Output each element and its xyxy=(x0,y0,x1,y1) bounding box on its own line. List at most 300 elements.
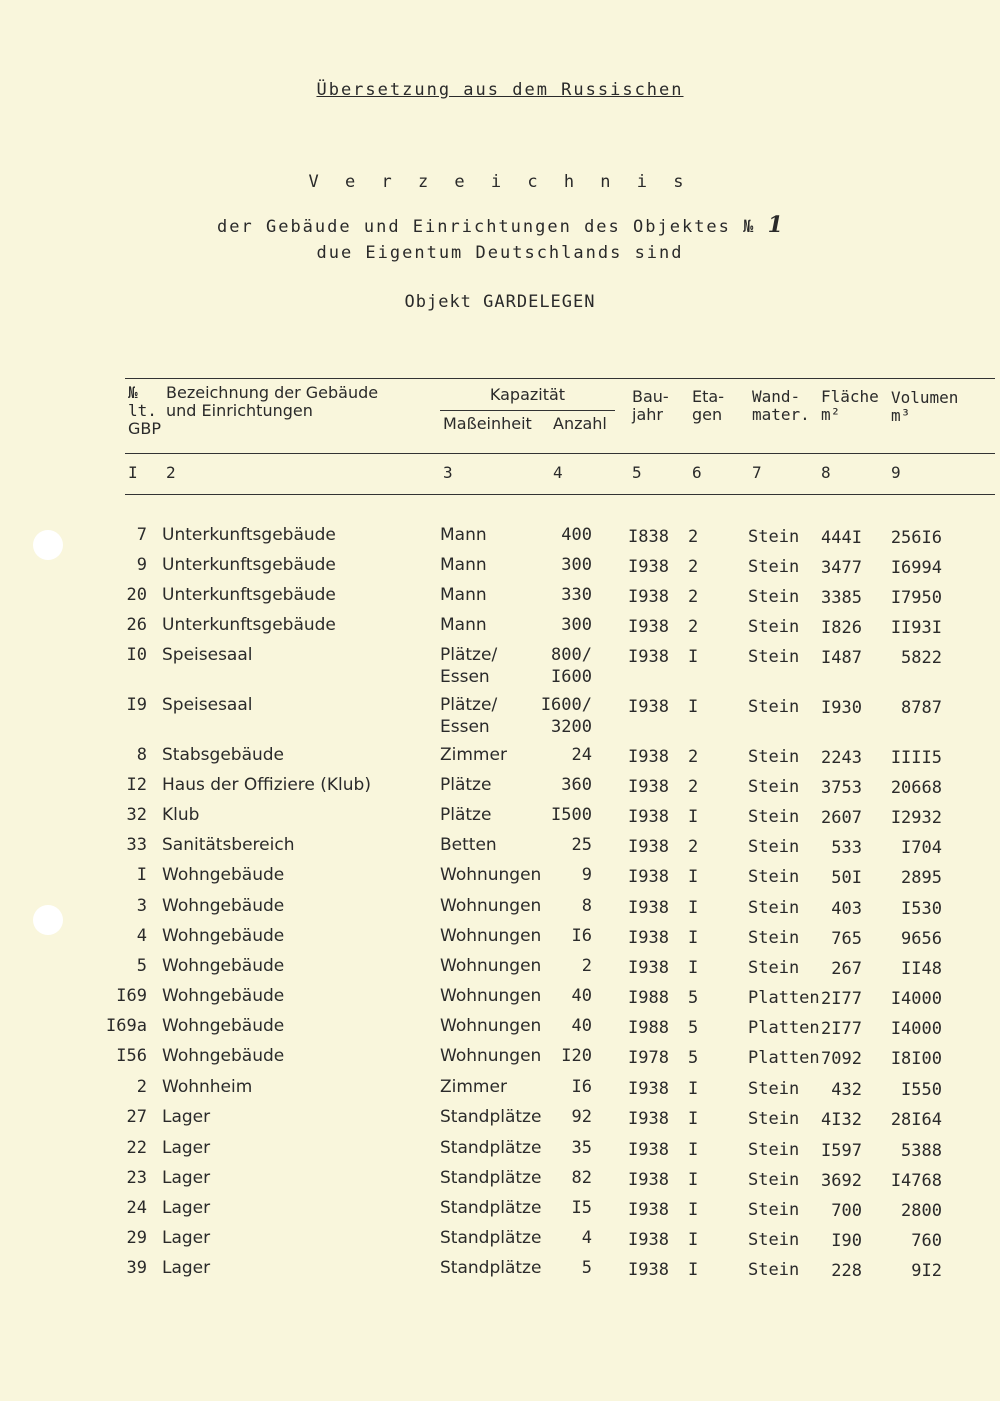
header-etagen-line1: Eta- xyxy=(692,387,724,406)
translation-note: Übersetzung aus dem Russischen xyxy=(316,80,684,100)
cell-building-name-text: Klub xyxy=(162,805,200,825)
cell-row-number-text: 5 xyxy=(136,956,147,976)
cell-row-number xyxy=(105,614,147,636)
cell-row-number-text: 9 xyxy=(136,555,147,575)
cell-build-year-text: I938 xyxy=(628,697,669,717)
cell-row-number-text: 7 xyxy=(136,525,147,545)
cell-floors-text: 2 xyxy=(688,837,699,857)
cell-building-name xyxy=(162,1227,210,1249)
cell-area xyxy=(790,527,862,549)
cell-unit-text: Mann xyxy=(440,525,487,545)
number-sign: № xyxy=(743,217,756,237)
cell-count-text: 4 xyxy=(581,1228,592,1248)
cell-count xyxy=(520,955,592,977)
cell-build-year xyxy=(628,806,669,828)
cell-volume xyxy=(870,617,942,639)
cell-count-text: I6 xyxy=(571,1077,592,1097)
cell-volume-text: 2895 xyxy=(901,868,942,888)
cell-floors-text: I xyxy=(688,1140,699,1160)
cell-floors-text: I xyxy=(688,1170,699,1190)
cell-building-name-text: Wohngebäude xyxy=(162,956,285,976)
cell-floors-text: I xyxy=(688,647,699,667)
cell-floors-text: I xyxy=(688,1200,699,1220)
cell-floors-text: 2 xyxy=(688,587,699,607)
cell-count-text: 800/ xyxy=(551,645,592,665)
subtitle-line-2: due Eigentum Deutschlands sind xyxy=(316,243,684,263)
cell-unit-text: Mann xyxy=(440,555,487,575)
cell-unit xyxy=(440,614,487,636)
header-bezeichnung-line1: Bezeichnung der Gebäude xyxy=(166,383,379,402)
cell-count-text: 82 xyxy=(571,1168,592,1188)
cell-floors-text: 5 xyxy=(688,1048,699,1068)
cell-floors-text: 2 xyxy=(688,747,699,767)
cell-volume-text: 8787 xyxy=(901,698,942,718)
cell-build-year-text: I938 xyxy=(628,557,669,577)
cell-row-number-text: I0 xyxy=(126,645,147,665)
cell-volume-text: I8I00 xyxy=(890,1049,942,1069)
cell-volume xyxy=(870,1170,942,1192)
cell-building-name xyxy=(162,644,253,666)
cell-count xyxy=(520,744,592,766)
cell-volume-text: I4000 xyxy=(890,1019,942,1039)
cell-count-text: 25 xyxy=(571,835,592,855)
cell-row-number-text: 33 xyxy=(126,835,147,855)
cell-count-text-line2: 3200 xyxy=(551,717,592,737)
cell-row-number-text: 22 xyxy=(126,1138,147,1158)
cell-floors xyxy=(688,746,698,768)
cell-volume-text: I704 xyxy=(901,838,942,858)
object-name: Objekt GARDELEGEN xyxy=(404,292,596,312)
cell-wall-material-text: Platten xyxy=(748,988,820,1008)
cell-volume xyxy=(870,777,942,799)
cell-volume-text: I7950 xyxy=(890,588,942,608)
cell-unit-text: Plätze/ xyxy=(440,695,498,715)
cell-building-name-text: Unterkunftsgebäude xyxy=(162,615,336,635)
cell-floors-text: I xyxy=(688,1260,699,1280)
cell-area xyxy=(790,1170,862,1192)
column-number-7: 7 xyxy=(752,463,762,482)
cell-area xyxy=(790,958,862,980)
cell-area xyxy=(790,837,862,859)
cell-volume xyxy=(870,928,942,950)
cell-wall-material-text: Stein xyxy=(748,928,800,948)
cell-build-year-text: I938 xyxy=(628,1140,669,1160)
cell-volume xyxy=(870,807,942,829)
cell-floors xyxy=(688,616,698,638)
cell-area-text: 2I77 xyxy=(821,989,862,1009)
cell-build-year-text: I938 xyxy=(628,1079,669,1099)
cell-floors xyxy=(688,1199,698,1221)
cell-build-year-text: I938 xyxy=(628,587,669,607)
cell-floors xyxy=(688,1108,698,1130)
cell-volume-text: II48 xyxy=(901,959,942,979)
cell-unit-text: Zimmer xyxy=(440,745,507,765)
cell-wall-material-text: Stein xyxy=(748,777,800,797)
header-volumen-line1: Volumen xyxy=(891,388,959,407)
cell-unit-text: Wohnungen xyxy=(440,865,542,885)
cell-volume xyxy=(870,867,942,889)
cell-unit xyxy=(440,584,487,606)
cell-area-text: 432 xyxy=(831,1080,862,1100)
cell-build-year xyxy=(628,746,669,768)
cell-count xyxy=(520,584,592,606)
cell-build-year-text: I938 xyxy=(628,1109,669,1129)
cell-build-year-text: I938 xyxy=(628,807,669,827)
cell-wall-material-text: Stein xyxy=(748,1170,800,1190)
cell-building-name-text: Stabsgebäude xyxy=(162,745,285,765)
cell-unit-text: Standplätze xyxy=(440,1258,542,1278)
cell-row-number xyxy=(105,1257,147,1279)
cell-building-name-text: Lager xyxy=(162,1198,211,1218)
cell-row-number xyxy=(105,524,147,546)
cell-area-text: 444I xyxy=(821,528,862,548)
cell-area xyxy=(790,777,862,799)
cell-area-text: 403 xyxy=(831,899,862,919)
cell-row-number-text: I69a xyxy=(106,1016,147,1036)
cell-row-number-text: 8 xyxy=(136,745,147,765)
cell-volume-text: I4768 xyxy=(890,1171,942,1191)
cell-volume-text: I530 xyxy=(901,899,942,919)
cell-floors-text: 2 xyxy=(688,777,699,797)
cell-count-text: 24 xyxy=(571,745,592,765)
cell-row-number xyxy=(105,744,147,766)
cell-volume-text: I2932 xyxy=(890,808,942,828)
cell-area xyxy=(790,1140,862,1162)
cell-floors xyxy=(688,1229,698,1251)
cell-build-year xyxy=(628,927,669,949)
cell-area-text: 7092 xyxy=(821,1049,862,1069)
cell-wall-material-text: Stein xyxy=(748,958,800,978)
cell-building-name-text: Wohngebäude xyxy=(162,1016,285,1036)
cell-build-year xyxy=(628,776,669,798)
cell-build-year xyxy=(628,616,669,638)
cell-count xyxy=(520,804,592,826)
cell-building-name xyxy=(162,554,336,576)
cell-count xyxy=(520,1045,592,1067)
cell-volume xyxy=(870,1109,942,1131)
cell-area-text: 228 xyxy=(831,1261,862,1281)
cell-build-year-text: I938 xyxy=(628,837,669,857)
cell-unit-text: Plätze xyxy=(440,775,492,795)
cell-count xyxy=(520,524,592,546)
cell-build-year xyxy=(628,1199,669,1221)
cell-building-name xyxy=(162,584,336,606)
cell-count-text: I600/ xyxy=(540,695,592,715)
cell-unit xyxy=(440,694,497,738)
cell-count-text: 330 xyxy=(561,585,592,605)
cell-building-name-text: Lager xyxy=(162,1138,211,1158)
cell-build-year xyxy=(628,836,669,858)
cell-volume xyxy=(870,1079,942,1101)
cell-volume xyxy=(870,527,942,549)
cell-build-year xyxy=(628,1259,669,1281)
cell-row-number xyxy=(105,1227,147,1249)
cell-unit xyxy=(440,554,487,576)
cell-count xyxy=(520,554,592,576)
cell-row-number-text: 23 xyxy=(126,1168,147,1188)
cell-build-year-text: I938 xyxy=(628,647,669,667)
cell-floors xyxy=(688,836,698,858)
cell-count-text: I5 xyxy=(571,1198,592,1218)
cell-building-name-text: Speisesaal xyxy=(162,645,253,665)
cell-floors-text: 2 xyxy=(688,617,699,637)
cell-row-number-text: I56 xyxy=(116,1046,147,1066)
cell-unit-text: Standplätze xyxy=(440,1107,542,1127)
cell-unit-text: Plätze xyxy=(440,805,492,825)
cell-floors-text: 5 xyxy=(688,1018,699,1038)
cell-area xyxy=(790,898,862,920)
cell-count-text: 300 xyxy=(561,555,592,575)
cell-build-year-text: I988 xyxy=(628,1018,669,1038)
cell-unit-text: Standplätze xyxy=(440,1138,542,1158)
cell-count-text: 92 xyxy=(571,1107,592,1127)
cell-wall-material-text: Stein xyxy=(748,837,800,857)
cell-wall-material-text: Platten xyxy=(748,1018,820,1038)
cell-area xyxy=(790,1018,862,1040)
cell-floors xyxy=(688,866,698,888)
cell-build-year xyxy=(628,1017,669,1039)
header-wandmater-line1: Wand- xyxy=(752,387,801,406)
cell-count-text: 35 xyxy=(571,1138,592,1158)
cell-build-year xyxy=(628,1169,669,1191)
cell-area xyxy=(790,1200,862,1222)
cell-wall-material-text: Stein xyxy=(748,1230,800,1250)
cell-build-year xyxy=(628,1139,669,1161)
cell-build-year xyxy=(628,556,669,578)
cell-building-name-text: Wohngebäude xyxy=(162,986,285,1006)
cell-building-name-text: Haus der Offiziere (Klub) xyxy=(162,775,371,795)
cell-wall-material-text: Stein xyxy=(748,898,800,918)
cell-area-text: 533 xyxy=(831,838,862,858)
cell-wall-material-text: Stein xyxy=(748,557,800,577)
cell-build-year-text: I938 xyxy=(628,867,669,887)
cell-row-number-text: 39 xyxy=(126,1258,147,1278)
cell-count xyxy=(520,1076,592,1098)
cell-building-name xyxy=(162,694,253,716)
cell-row-number xyxy=(105,864,147,886)
cell-building-name xyxy=(162,1167,210,1189)
cell-count-text: 40 xyxy=(571,986,592,1006)
cell-unit-text: Wohnungen xyxy=(440,956,542,976)
cell-build-year xyxy=(628,1047,669,1069)
cell-volume-text: 5822 xyxy=(901,648,942,668)
cell-area xyxy=(790,557,862,579)
cell-floors xyxy=(688,806,698,828)
cell-area xyxy=(790,1109,862,1131)
cell-unit xyxy=(440,644,497,688)
cell-area-text: I90 xyxy=(831,1231,862,1251)
cell-floors xyxy=(688,586,698,608)
cell-count xyxy=(520,1257,592,1279)
cell-building-name xyxy=(162,925,284,947)
cell-build-year xyxy=(628,987,669,1009)
cell-floors-text: I xyxy=(688,958,699,978)
cell-row-number-text: 20 xyxy=(126,585,147,605)
cell-volume xyxy=(870,1018,942,1040)
cell-floors xyxy=(688,776,698,798)
cell-floors-text: I xyxy=(688,928,699,948)
cell-unit-text-line2: Essen xyxy=(440,717,490,737)
cell-wall-material-text: Stein xyxy=(748,697,800,717)
cell-area xyxy=(790,867,862,889)
cell-floors-text: I xyxy=(688,1230,699,1250)
cell-volume-text: I4000 xyxy=(890,989,942,1009)
cell-count xyxy=(520,895,592,917)
cell-building-name-text: Lager xyxy=(162,1228,211,1248)
cell-building-name xyxy=(162,1137,210,1159)
cell-build-year xyxy=(628,897,669,919)
cell-area xyxy=(790,1048,862,1070)
cell-count-text: 360 xyxy=(561,775,592,795)
cell-building-name xyxy=(162,1045,284,1067)
header-baujahr-line1: Bau- xyxy=(632,387,669,406)
cell-volume-text: I550 xyxy=(901,1080,942,1100)
cell-build-year xyxy=(628,526,669,548)
cell-row-number xyxy=(105,554,147,576)
column-number-1: I xyxy=(128,463,138,482)
cell-count xyxy=(520,925,592,947)
column-number-4: 4 xyxy=(553,463,563,482)
cell-building-name-text: Lager xyxy=(162,1258,211,1278)
cell-building-name-text: Unterkunftsgebäude xyxy=(162,585,336,605)
cell-build-year-text: I938 xyxy=(628,958,669,978)
table-row xyxy=(0,694,1000,738)
cell-building-name xyxy=(162,774,371,796)
header-flaeche-line2: m² xyxy=(821,405,841,424)
cell-area-text: 3385 xyxy=(821,588,862,608)
cell-area xyxy=(790,587,862,609)
cell-build-year-text: I938 xyxy=(628,1200,669,1220)
cell-volume xyxy=(870,747,942,769)
cell-row-number xyxy=(105,774,147,796)
cell-unit xyxy=(440,804,491,826)
cell-area xyxy=(790,928,862,950)
cell-row-number xyxy=(105,644,147,666)
cell-floors-text: I xyxy=(688,1079,699,1099)
cell-floors xyxy=(688,1078,698,1100)
cell-volume-text: 256I6 xyxy=(890,528,942,548)
cell-building-name-text: Unterkunftsgebäude xyxy=(162,525,336,545)
cell-area-text: 4I32 xyxy=(821,1110,862,1130)
cell-build-year xyxy=(628,1108,669,1130)
cell-row-number xyxy=(105,1076,147,1098)
cell-floors xyxy=(688,1259,698,1281)
cell-build-year xyxy=(628,1229,669,1251)
cell-row-number xyxy=(105,985,147,1007)
cell-area-text: I826 xyxy=(821,618,862,638)
cell-row-number xyxy=(105,1197,147,1219)
cell-unit-text: Betten xyxy=(440,835,497,855)
cell-count xyxy=(520,1197,592,1219)
cell-count-text: 2 xyxy=(581,956,592,976)
cell-unit-text: Standplätze xyxy=(440,1168,542,1188)
cell-building-name xyxy=(162,1015,284,1037)
cell-unit-text: Mann xyxy=(440,585,487,605)
cell-floors xyxy=(688,526,698,548)
cell-count-text: 400 xyxy=(561,525,592,545)
cell-build-year-text: I938 xyxy=(628,1260,669,1280)
cell-build-year xyxy=(628,586,669,608)
cell-volume xyxy=(870,1260,942,1282)
table-row xyxy=(0,1257,1000,1301)
column-number-2: 2 xyxy=(166,463,176,482)
cell-area xyxy=(790,1230,862,1252)
cell-row-number xyxy=(105,694,147,716)
cell-floors xyxy=(688,987,698,1009)
cell-volume-text: 9I2 xyxy=(911,1261,942,1281)
cell-build-year-text: I938 xyxy=(628,1170,669,1190)
cell-area xyxy=(790,1079,862,1101)
cell-unit xyxy=(440,774,491,796)
cell-unit xyxy=(440,744,507,766)
cell-volume-text: IIII5 xyxy=(890,748,942,768)
cell-area-text: 3477 xyxy=(821,558,862,578)
cell-count xyxy=(520,864,592,886)
cell-area-text: 3753 xyxy=(821,778,862,798)
cell-unit-text: Standplätze xyxy=(440,1198,542,1218)
cell-count xyxy=(520,1106,592,1128)
cell-floors xyxy=(688,1017,698,1039)
cell-wall-material-text: Stein xyxy=(748,647,800,667)
cell-building-name xyxy=(162,895,284,917)
cell-floors-text: I xyxy=(688,807,699,827)
header-nr-line3: GBP xyxy=(128,419,162,438)
cell-row-number-text: 27 xyxy=(126,1107,147,1127)
document-title: V e r z e i c h n i s xyxy=(308,172,692,192)
header-anzahl: Anzahl xyxy=(553,414,607,433)
cell-floors-text: 2 xyxy=(688,557,699,577)
cell-row-number-text: 4 xyxy=(136,926,147,946)
cell-floors xyxy=(688,927,698,949)
cell-floors xyxy=(688,646,698,668)
cell-wall-material-text: Stein xyxy=(748,1260,800,1280)
cell-volume-text: 760 xyxy=(911,1231,942,1251)
header-nr-line1: № xyxy=(128,383,138,402)
cell-floors-text: 2 xyxy=(688,527,699,547)
cell-area-text: 267 xyxy=(831,959,862,979)
header-volumen-line2: m³ xyxy=(891,406,911,425)
cell-area xyxy=(790,807,862,829)
cell-count xyxy=(520,614,592,636)
cell-count xyxy=(520,834,592,856)
cell-row-number-text: 3 xyxy=(136,896,147,916)
cell-count xyxy=(520,985,592,1007)
cell-floors xyxy=(688,556,698,578)
cell-volume xyxy=(870,697,942,719)
cell-row-number-text: 24 xyxy=(126,1198,147,1218)
cell-area xyxy=(790,747,862,769)
cell-building-name-text: Wohngebäude xyxy=(162,865,285,885)
cell-volume-text: 20668 xyxy=(890,778,942,798)
cell-wall-material-text: Platten xyxy=(748,1048,820,1068)
cell-building-name xyxy=(162,524,336,546)
cell-floors xyxy=(688,897,698,919)
column-number-6: 6 xyxy=(692,463,702,482)
cell-count-text: 5 xyxy=(581,1258,592,1278)
cell-row-number xyxy=(105,834,147,856)
cell-volume xyxy=(870,1230,942,1252)
cell-unit-text: Plätze/ xyxy=(440,645,498,665)
cell-volume xyxy=(870,988,942,1010)
cell-volume-text: 2800 xyxy=(901,1201,942,1221)
cell-floors xyxy=(688,957,698,979)
cell-floors-text: I xyxy=(688,898,699,918)
cell-count-text: I6 xyxy=(571,926,592,946)
cell-unit xyxy=(440,1076,507,1098)
cell-count xyxy=(520,1167,592,1189)
cell-row-number xyxy=(105,1167,147,1189)
cell-floors-text: I xyxy=(688,867,699,887)
